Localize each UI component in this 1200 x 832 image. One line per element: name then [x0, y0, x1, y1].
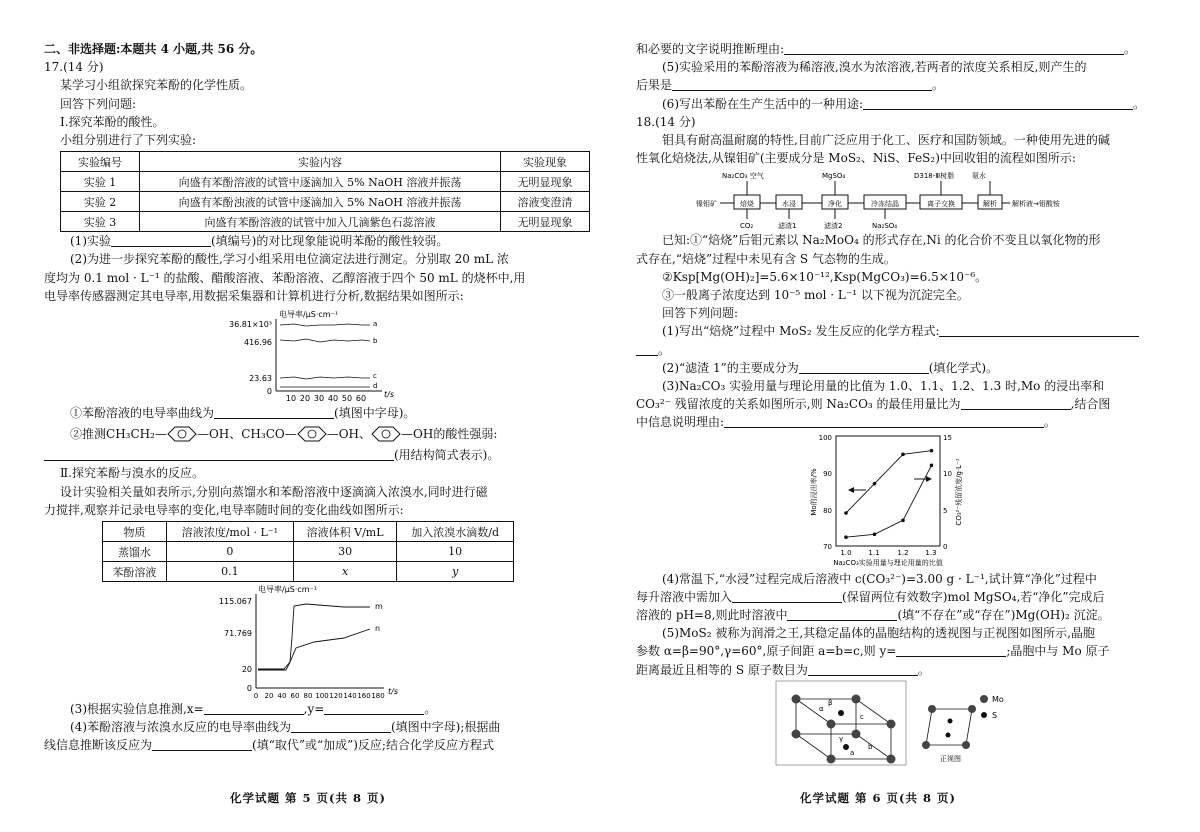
mo-atom: [887, 719, 896, 728]
flow-input-label: Na₂CO₃ 空气: [722, 172, 764, 181]
s3-line: 中信息说明理由: 。: [636, 415, 1057, 430]
s4-line: 每升溶液中需加入 (保留两位有效数字)mol MgSO₄,若“净化”完成后: [636, 589, 1105, 604]
chart1-ytick: 416.96: [244, 338, 272, 348]
answer-blank[interactable]: [724, 415, 1044, 428]
s5-line: 参数 α=β=90°,γ=60°,原子间距 a=b=c,则 y= ;晶胞中与 Mo 原子: [636, 644, 1110, 659]
chart3-point-left: [873, 482, 877, 486]
benzene-ring-icon: [297, 426, 327, 442]
chart3-series-line-left: [846, 450, 932, 512]
setup-table: [102, 521, 514, 582]
q5-line: (5)实验采用的苯酚溶液为稀溶液,溴水为浓溶液,若两者的浓度关系相反,则产生的: [662, 60, 1087, 75]
q18-intro: 钼具有耐高温耐腐的特性,目前广泛应用于化工、医疗和国防领域。一种使用先进的碱: [662, 133, 1110, 148]
page-footer-left: 化学试题 第 5 页(共 8 页): [230, 791, 386, 805]
mo-atom: [928, 705, 936, 713]
flow-output-label: CO₂: [740, 222, 754, 231]
s-atom: [843, 744, 849, 750]
table-cell: 0.1: [166, 562, 293, 582]
right-page: [636, 40, 1196, 769]
conductivity-chart-2: [44, 582, 604, 700]
chart2-ytick: 115.067: [218, 597, 252, 607]
flow-output-label: 滤渣1: [778, 222, 797, 231]
table-cell: 实验 1: [61, 172, 140, 192]
chart3-ytick-right: 15: [943, 433, 952, 442]
mo-atom: [852, 694, 861, 703]
chart1-xtick: 40: [327, 394, 339, 402]
chart3-point-left: [930, 449, 934, 453]
answer-blank[interactable]: [324, 702, 424, 715]
answer-blank[interactable]: [961, 397, 1071, 410]
table-row: [61, 212, 590, 232]
s4-line: 溶液的 pH=8,则此时溶液中 (填“不存在”或“存在”)Mg(OH)₂ 沉淀。: [636, 608, 1110, 623]
crystal-param-label: α: [819, 704, 824, 713]
table-cell: 无明显现象: [501, 212, 590, 232]
chart1-curve-label: a: [373, 320, 378, 329]
q2-line: 度均为 0.1 mol · L⁻¹ 的盐酸、醋酸溶液、苯酚溶液、乙醇溶液于四个 50 mL 的烧杯中,用: [44, 270, 526, 285]
q2-sub2: ②推测CH₃CH₂— —OH、CH₃CO— —OH、 —OH的酸性强弱:: [70, 427, 498, 442]
answer-blank[interactable]: [799, 361, 929, 374]
chart3-xtick: 1.0: [840, 548, 852, 557]
chart1-ytick: 36.81×10³: [229, 320, 272, 330]
chart2-xtick: 80: [303, 692, 313, 701]
table-cell: 蒸馏水: [103, 542, 167, 562]
q2-line: (2)为进一步探究苯酚的酸性,学习小组采用电位滴定法进行测定。分别取 20 mL 浓: [70, 252, 509, 267]
mo-atom: [792, 729, 801, 738]
chart2-curve-m: [258, 604, 370, 669]
table-header: 实验内容: [140, 152, 501, 172]
crystal-param-label: γ: [839, 734, 844, 743]
flow-step-label: 焙烧: [740, 200, 754, 209]
table-cell: 实验 3: [61, 212, 140, 232]
chart3-point-right: [930, 463, 934, 467]
section-title: 二、非选择题:本题共 4 小题,共 56 分。: [44, 42, 263, 56]
answer-blank[interactable]: [291, 720, 391, 733]
chart3-point-right: [901, 518, 905, 522]
s-atom: [838, 710, 844, 716]
flow-input-label: 氨水: [972, 172, 986, 181]
benzene-ring-icon: [371, 426, 401, 442]
chart3-point-right: [844, 535, 848, 539]
q4-continued-line: 和必要的文字说明推断理由: 。: [636, 42, 1137, 56]
chart2-ytick: 20: [241, 665, 252, 675]
chart2-xtick: 60: [290, 692, 300, 701]
q3-line: (3)根据实验信息推测,x= ,y= 。: [70, 702, 437, 717]
chart2-ytick: 0: [246, 684, 252, 694]
answer-blank[interactable]: [939, 324, 1139, 337]
chart1-curve-label: b: [373, 337, 378, 346]
chart1-ylabel: 电导率/μS·cm⁻¹: [279, 310, 339, 320]
chart2-xtick: 180: [371, 692, 385, 701]
chart2-xtick: 40: [277, 692, 287, 701]
answer-blank[interactable]: [44, 448, 394, 461]
chart3-xtick: 1.1: [868, 548, 880, 557]
leach-rate-chart: [636, 432, 1196, 570]
legend-mo-label: Mo: [992, 694, 1004, 704]
q18-intro: 性氧化焙烧法,从镍钼矿(主要成分是 MoS₂、NiS、FeS₂)中回收钼的流程如图所示:: [636, 151, 1076, 166]
chart3-ylabel-right: CO₃²⁻残留浓度/g·L⁻¹: [955, 458, 963, 526]
chart3-xtick: 1.3: [925, 548, 937, 557]
chart3-ytick-left: 90: [823, 469, 832, 478]
chart1-curve-b: [280, 339, 370, 342]
flow-start: 镍钼矿: [696, 200, 717, 209]
table-cell: 无明显现象: [501, 172, 590, 192]
table-cell: 10: [397, 542, 514, 562]
chart3-xtick: 1.2: [897, 548, 909, 557]
table-header: 加入浓溴水滴数/d: [397, 522, 514, 542]
q2-sub1: ①苯酚溶液的电导率曲线为 (填图中字母)。: [70, 406, 416, 421]
chart3-ytick-left: 100: [818, 433, 832, 442]
chart3-ytick-right: 5: [943, 506, 948, 515]
answer-blank[interactable]: [111, 234, 211, 247]
crystal-param-label: a: [850, 748, 855, 757]
table-header: 溶液体积 V/mL: [293, 522, 397, 542]
table-cell: 30: [293, 542, 397, 562]
mo-atom: [922, 741, 930, 749]
table-header: 物质: [103, 522, 167, 542]
chart2-curve-label: m: [375, 602, 383, 612]
chart3-ytick-right: 10: [943, 469, 952, 478]
chart2-xtick: 120: [329, 692, 343, 701]
flow-tail: 解析液→钼酸铵: [1012, 200, 1060, 209]
chart3-arrowhead: [848, 487, 854, 493]
table-cell: 向盛有苯酚浊液的试管中逐滴加入 5% NaOH 溶液并振荡: [140, 192, 501, 212]
chart3-marks: [844, 449, 933, 539]
answer-blank[interactable]: [214, 406, 334, 419]
chart3-ytick-left: 70: [823, 542, 832, 551]
answer-blank[interactable]: [636, 343, 658, 356]
chart1-xtick: 30: [313, 394, 325, 402]
s-atom: [948, 718, 953, 723]
table-cell: 苯酚溶液: [103, 562, 167, 582]
chart1-xunit: t/s: [384, 390, 394, 400]
flow-step-label: 净化: [828, 200, 842, 209]
conductivity-chart-1: [44, 305, 604, 401]
table-header: 实验现象: [501, 152, 590, 172]
flow-input-label: D318-Ⅲ树脂: [914, 172, 955, 181]
part2-line: 设计实验相关量如表所示,分别向蒸馏水和苯酚溶液中逐滴滴入浓溴水,同时进行磁: [60, 484, 488, 499]
chart3-ytick-left: 80: [823, 506, 832, 515]
flow-step-label: 解析: [983, 200, 997, 209]
chart3-point-right: [873, 532, 877, 536]
answer-prompt: 回答下列问题:: [662, 306, 739, 321]
q2-line: 电导率传感器测定其电导率,用数据采集器和计算机进行分析,数据结果如图所示:: [44, 288, 464, 303]
table-header-row: [103, 522, 514, 542]
answer-blank[interactable]: [896, 644, 1006, 657]
chart1-xtick: 50: [341, 394, 353, 402]
q17-intro: 某学习小组欲探究苯酚的化学性质。: [60, 78, 253, 93]
left-page: [44, 40, 604, 755]
table-cell: x: [293, 562, 397, 582]
table-cell: 溶液变澄清: [501, 192, 590, 212]
table-cell: 向盛有苯酚溶液的试管中加入几滴紫色石蕊溶液: [140, 212, 501, 232]
answer-blank[interactable]: [152, 738, 252, 751]
flow-input-label: MgSO₄: [822, 172, 846, 181]
table-cell: 向盛有苯酚溶液的试管中逐滴加入 5% NaOH 溶液并振荡: [140, 172, 501, 192]
chart1-xtick: 10: [285, 394, 297, 402]
part1-title: Ⅰ.探究苯酚的酸性。: [60, 114, 165, 129]
part1-intro: 小组分别进行了下列实验:: [60, 133, 197, 148]
chart1-ytick: 23.63: [249, 374, 272, 384]
s1-line: 。: [636, 341, 1196, 359]
s3-line: (3)Na₂CO₃ 实验用量与理论用量的比值为 1.0、1.1、1.2、1.3 时,Mo 的浸出率和: [662, 379, 1105, 394]
s3-line: CO₃²⁻ 残留浓度的关系如图所示,则 Na₂CO₃ 的最佳用量比为 ,结合图: [636, 397, 1111, 412]
table-row: [61, 172, 590, 192]
experiment-table: [60, 151, 590, 232]
flow-output-label: Na₂SO₄: [872, 222, 898, 231]
chart1-curve-a: [280, 324, 370, 326]
legend-s-icon: [981, 712, 987, 718]
chart1-ytick: 0: [266, 387, 272, 397]
known-line: ③一般离子浓度达到 10⁻⁵ mol · L⁻¹ 以下视为沉淀完全。: [662, 288, 969, 303]
chart3-point-left: [844, 511, 848, 515]
q17-answer-prompt: 回答下列问题:: [60, 96, 137, 111]
chart1-xtick: 20: [299, 394, 311, 402]
q18-heading: 18.(14 分): [636, 114, 696, 129]
chart2-ytick: 71.769: [224, 629, 252, 639]
q5-line: 后果是 。: [636, 78, 945, 93]
table-row: [103, 562, 514, 582]
part2-line: 力搅拌,观察并记录电导率的变化,电导率随时间的变化曲线如图所示:: [44, 502, 404, 517]
flow-step-label: 水浸: [782, 200, 796, 209]
mo-atom: [792, 694, 801, 703]
crystal-param-label: c: [860, 712, 864, 721]
chart3-point-left: [901, 452, 905, 456]
q17-heading: 17.(14 分): [44, 60, 104, 75]
flow-step-label: 离子交换: [927, 200, 955, 209]
mo-atom: [887, 754, 896, 763]
known-line: ②Ksp[Mg(OH)₂]=5.6×10⁻¹²,Ksp(MgCO₃)=6.5×10⁻⁶。: [662, 269, 988, 284]
table-header: 溶液浓度/mol · L⁻¹: [166, 522, 293, 542]
table-cell: 实验 2: [61, 192, 140, 212]
chart2-ylabel: 电导率/μS·cm⁻¹: [258, 585, 318, 595]
answer-blank[interactable]: [204, 702, 304, 715]
answer-blank[interactable]: [784, 42, 1124, 55]
process-flow-diagram: [636, 167, 1196, 231]
chart2-xtick-origin: 0: [253, 692, 259, 701]
mo-atom: [827, 719, 836, 728]
chart3-ytick-right: 0: [943, 542, 948, 551]
q1-line: (1)实验 (填编号)的对比现象能说明苯酚的酸性较弱。: [70, 234, 449, 249]
chart2-xtick: 160: [357, 692, 371, 701]
q6-line: (6)写出苯酚在生产生活中的一种用途: 。: [662, 96, 1146, 111]
crystal-structure-diagram: [636, 679, 1196, 769]
q4-line: (4)苯酚溶液与浓溴水反应的电导率曲线为 (填图中字母);根据曲: [70, 720, 501, 735]
answer-blank[interactable]: [732, 590, 842, 603]
mo-atom: [962, 741, 970, 749]
s5-line: (5)MoS₂ 被称为润滑之王,其稳定晶体的晶胞结构的透视图与正视图如图所示,晶胞: [662, 626, 1095, 641]
chart2-curve-n: [258, 629, 370, 670]
benzene-ring-icon: [167, 426, 197, 442]
flow-step-label: 冷冻结晶: [871, 200, 899, 209]
chart2-xtick: 20: [264, 692, 274, 701]
crystal-param-label: β: [828, 698, 833, 707]
front-view-cell: [926, 709, 972, 745]
mo-atom: [852, 729, 861, 738]
part2-title: Ⅱ.探究苯酚与溴水的反应。: [60, 466, 204, 481]
crystal-frame: [776, 681, 906, 765]
s2-line: (2)“滤渣 1”的主要成分为 (填化学式)。: [662, 360, 999, 375]
page-footer-right: 化学试题 第 6 页(共 8 页): [800, 791, 956, 805]
chart1-xtick: 60: [355, 394, 367, 402]
legend-mo-icon: [980, 695, 988, 703]
chart3-ylabel-left: Mo的浸出率/%: [810, 467, 818, 516]
chart1-curve-c: [280, 377, 370, 379]
q2-sub2-blank-line: (用结构简式表示)。: [44, 446, 604, 464]
legend-s-label: S: [992, 710, 998, 720]
q4-line: 线信息推断该反应为 (填“取代”或“加成”)反应;结合化学反应方程式: [44, 738, 494, 753]
answer-blank[interactable]: [787, 608, 897, 621]
answer-blank[interactable]: [863, 97, 1133, 110]
table-header-row: [61, 152, 590, 172]
front-view-label: 正视图: [940, 754, 961, 763]
crystal-param-label: b: [868, 742, 873, 751]
chart2-xunit: t/s: [388, 687, 398, 697]
s-atom: [946, 732, 951, 737]
table-cell: y: [397, 562, 514, 582]
chart3-arrowhead: [926, 476, 932, 482]
chart3-series-line-right: [846, 465, 932, 537]
table-header: 实验编号: [61, 152, 140, 172]
chart2-xtick: 140: [343, 692, 357, 701]
chart2-curve-label: n: [375, 624, 381, 634]
flow-output-label: 滤渣2: [824, 222, 843, 231]
chart2-xtick: 100: [315, 692, 329, 701]
chart1-curve-label: c: [373, 372, 377, 381]
chart1-curve-label: d: [373, 382, 378, 391]
known-line: 式存在,“焙烧”过程中未见有含 S 气态物的生成。: [636, 251, 896, 266]
chart3-xlabel: Na₂CO₃实验用量与理论用量的比值: [833, 558, 943, 567]
known-line: 已知:①“焙烧”后钼元素以 Na₂MoO₄ 的形式存在,Ni 的化合价不变且以氧化物的形: [662, 233, 1101, 248]
s1-line: (1)写出“焙烧”过程中 MoS₂ 发生反应的化学方程式:: [636, 322, 1196, 340]
s5-line: 距离最近且相等的 S 原子数目为 。: [636, 662, 930, 677]
table-cell: 0: [166, 542, 293, 562]
table-row: [61, 192, 590, 212]
answer-blank[interactable]: [808, 663, 918, 676]
s4-line: (4)常温下,“水浸”过程完成后溶液中 c(CO₃²⁻)=3.00 g · L⁻¹,试计算“净化”过程中: [662, 571, 1097, 586]
mo-atom: [968, 705, 976, 713]
mo-atom: [827, 754, 836, 763]
table-row: [103, 542, 514, 562]
answer-blank[interactable]: [672, 78, 932, 91]
